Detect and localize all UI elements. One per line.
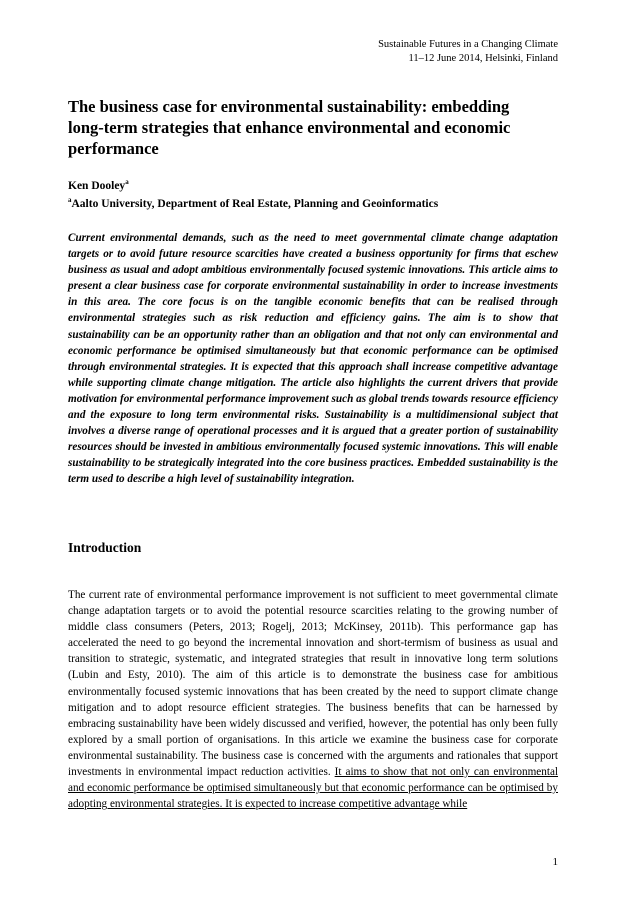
author-superscript: a	[125, 178, 129, 187]
abstract: Current environmental demands, such as the need to meet governmental climate change adaptation targets or to avoid future resource scarcities have created a business opportunity for firms that eschew business as usual and adopt ambitious environmentally focused systemic innovations. This article aims to present a clear business case for corporate environmental sustainability in order to increase investments in this area. The core focus is on the tangible economic benefits that can be realised through environmental strategies such as risk reduction and efficiency gains. The aim is to show that sustainability can be an opportunity rather than an obligation and that not only can environmental and economic performance be optimised simultaneously but that economic performance can be optimised through environmental strategies. It is expected that this approach shall increase competitive advantage while supporting climate change mitigation. The article also highlights the current drivers that provide motivation for environmental performance improvement such as global trends towards resource efficiency and the exposure to long term environmental risks. Sustainability is a multidimensional subject that involves a diverse range of operational processes and it is argued that a greater portion of sustainability resources should be invested in ambitious environmentally focused systemic innovations. This will enable sustainability to be strategically integrated into the core business practices. Embedded sustainability is the term used to describe a high level of sustainability integration.	[68, 232, 558, 486]
author-line	[68, 180, 129, 192]
section-heading-introduction: Introduction	[68, 540, 142, 555]
conference-name: Sustainable Futures in a Changing Climate	[378, 39, 558, 50]
affiliation-line	[68, 198, 438, 210]
paper-title: The business case for environmental sustainability: embedding long-term strategies that enhance environmental and economic performance	[68, 97, 511, 158]
conference-date-location: 11–12 June 2014, Helsinki, Finland	[408, 53, 558, 64]
running-header	[378, 38, 558, 66]
affiliation-superscript: a	[68, 196, 72, 205]
page-number: 1	[552, 856, 558, 868]
author-name: Ken Dooley	[68, 180, 126, 192]
underlined-text: It aims to show that not only can environmental and economic performance be optimised simultaneously but that economic performance can be optimised by adopting environmental strategies. It is expected to increase competitive advantage while	[68, 766, 559, 811]
introduction-text: The current rate of environmental performance improvement is not sufficient to meet governmental climate change adaptation targets or to avoid the potential resource scarcities relating to the growing number of middle class consumers (Peters, 2013; Rogelj, 2013; McKinsey, 2011b). This performance gap has accelerated the need to go beyond the incremental innovation and short-termism of business as usual and transition to strategic, systematic, and integrated strategies that result in innovative long term solutions (Lubin and Esty, 2010). The aim of this article is to demonstrate the business case for ambitious environmentally focused systemic innovations that has been created by the need to support climate change mitigation and to adopt resource efficient strategies. The business benefits that can be harnessed by embracing sustainability have been widely discussed and verified, however, the potential has only been fully explored by a small portion of organisations. In this article we examine the business case for corporate environmental sustainability. The business case is concerned with the arguments and rationales that support investments in environmental impact reduction activities.	[68, 589, 558, 779]
introduction-paragraph	[68, 587, 558, 812]
affiliation-text: Aalto University, Department of Real Estate, Planning and Geoinformatics	[71, 198, 439, 210]
